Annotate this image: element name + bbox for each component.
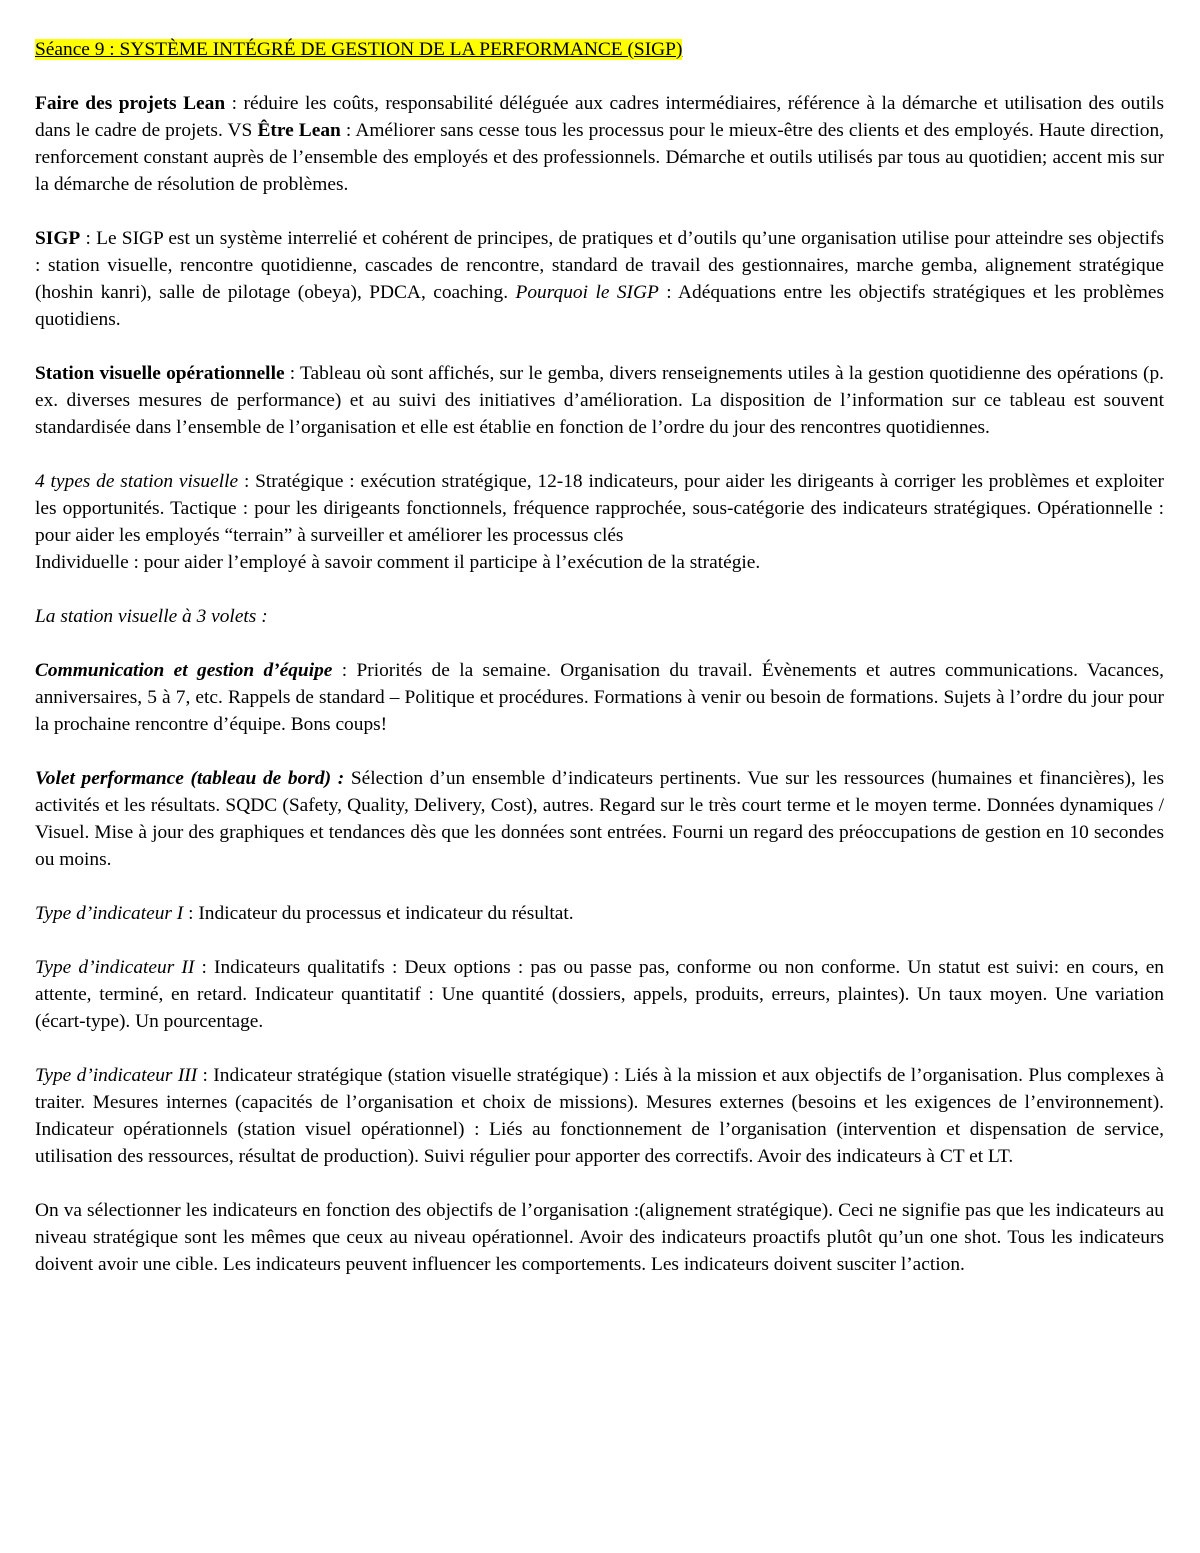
text-station-visuelle: : Tableau où sont affichés, sur le gemba, divers renseignements utiles à la gestion quotidienne des opérations (p. ex. diverses mesures de performance) et au suivi des initiatives d’amélioration. La disposition de l’information sur ce tableau est souvent standardisée dans l’ensemble de l’organisation et elle est établie en fonction de l’ordre du jour des rencontres quotidiennes.: [35, 363, 1164, 438]
text-etre-lean: : Améliorer sans cesse tous les processus pour le mieux-être des clients et des employés. Haute direction, renforcement constant auprès de l’ensemble des employés et des professionnels. Démarche et outils utilisés par tous au quotidien; accent mis sur la démarche de résolution de problèmes.: [35, 120, 1165, 195]
paragraph-indicateur-3: [35, 1062, 1164, 1170]
term-indicateur-2: Type d’indicateur II: [35, 957, 195, 978]
paragraph-selection-indicateurs: On va sélectionner les indicateurs en fonction des objectifs de l’organisation :(alignement stratégique). Ceci ne signifie pas que les indicateurs au niveau stratégique sont les mêmes que ceux au niveau opérationnel. Avoir des indicateurs proactifs plutôt qu’un one shot. Tous les indicateurs doivent avoir une cible. Les indicateurs peuvent influencer les comportements. Les indicateurs doivent susciter l’action.: [35, 1200, 1164, 1275]
term-sigp: SIGP: [35, 228, 81, 249]
paragraph-sigp: [35, 225, 1164, 333]
text-indicateur-3: : Indicateur stratégique (station visuelle stratégique) : Liés à la mission et aux objectifs de l’organisation. Plus complexes à traiter. Mesures internes (capacités de l’organisation et choix de missions). Mesures externes (besoins et les exigences de l’environnement). Indicateur opérationnels (station visuel opérationnel) : Liés au fonctionnement de l’organisation (intervention et dispensation de service, utilisation des ressources, résultat de production). Suivi régulier pour apporter des correctifs. Avoir des indicateurs à CT et LT.: [35, 1065, 1164, 1167]
term-types-station: 4 types de station visuelle: [35, 471, 239, 492]
term-indicateur-1: Type d’indicateur I: [35, 903, 184, 924]
paragraph-lean: [35, 90, 1164, 198]
paragraph-types-station: [35, 468, 1164, 549]
text-indicateur-1: : Indicateur du processus et indicateur du résultat.: [183, 903, 574, 924]
text-indicateur-2: : Indicateurs qualitatifs : Deux options : pas ou passe pas, conforme ou non conforme. Un statut est suivi: en cours, en attente, terminé, en retard. Indicateur quantitatif : Une quantité (dossiers, appels, produits, erreurs, plaintes). Un taux moyen. Une variation (écart-type). Un pourcentage.: [35, 957, 1165, 1032]
text-types-station: : Stratégique : exécution stratégique, 12-18 indicateurs, pour aider les dirigeants à corriger les problèmes et exploiter les opportunités. Tactique : pour les dirigeants fonctionnels, fréquence rapprochée, sous-catégorie des indicateurs stratégiques. Opérationnelle : pour aider les employés “terrain” à surveiller et améliorer les processus clés: [35, 471, 1164, 546]
term-trois-volets: La station visuelle à 3 volets: [35, 606, 257, 627]
term-communication: Communication et gestion d’équipe: [35, 660, 333, 681]
text-pourquoi-sigp: : Adéquations entre les objectifs stratégiques et les problèmes quotidiens.: [35, 282, 1164, 330]
paragraph-trois-volets: [35, 603, 1164, 630]
paragraph-indicateur-2: [35, 954, 1164, 1035]
text-faire-projets-lean: : réduire les coûts, responsabilité déléguée aux cadres intermédiaires, référence à la démarche et utilisation des outils dans le cadre de projets. VS: [35, 93, 1164, 141]
paragraph-volet-performance: [35, 765, 1164, 873]
term-indicateur-3: Type d’indicateur III: [35, 1065, 198, 1086]
paragraph-individuelle: Individuelle : pour aider l’employé à savoir comment il participe à l’exécution de la stratégie.: [35, 552, 761, 573]
text-volet-performance: Sélection d’un ensemble d’indicateurs pertinents. Vue sur les ressources (humaines et financières), les activités et les résultats. SQDC (Safety, Quality, Delivery, Cost), autres. Regard sur le très court terme et le moyen terme. Données dynamiques / Visuel. Mise à jour des graphiques et tendances dès que les données sont entrées. Fourni un regard des préoccupations de gestion en 10 secondes ou moins.: [35, 768, 1164, 870]
text-sigp: : Le SIGP est un système interrelié et cohérent de principes, de pratiques et d’outils qu’une organisation utilise pour atteindre ses objectifs : station visuelle, rencontre quotidienne, cascades de rencontre, standard de travail des gestionnaires, marche gemba, alignement stratégique (hoshin kanri), salle de pilotage (obeya), PDCA, coaching.: [35, 228, 1164, 303]
title-line: [35, 36, 1164, 63]
term-volet-performance: Volet performance (tableau de bord) :: [35, 768, 345, 789]
term-etre-lean: Être Lean: [257, 120, 341, 141]
paragraph-station-visuelle: [35, 360, 1164, 441]
term-station-visuelle: Station visuelle opérationnelle: [35, 363, 285, 384]
paragraph-communication: [35, 657, 1164, 738]
term-pourquoi-sigp: Pourquoi le SIGP: [515, 282, 659, 303]
term-faire-projets-lean: Faire des projets Lean: [35, 93, 226, 114]
text-communication: : Priorités de la semaine. Organisation du travail. Évènements et autres communications. Vacances, anniversaires, 5 à 7, etc. Rappels de standard – Politique et procédures. Formations à venir ou besoin de formations. Sujets à l’ordre du jour pour la prochaine rencontre d’équipe. Bons coups!: [35, 660, 1164, 735]
text-trois-volets: :: [256, 606, 268, 627]
paragraph-indicateur-1: [35, 900, 1164, 927]
page-title: Séance 9 : SYSTÈME INTÉGRÉ DE GESTION DE LA PERFORMANCE (SIGP): [35, 39, 683, 60]
